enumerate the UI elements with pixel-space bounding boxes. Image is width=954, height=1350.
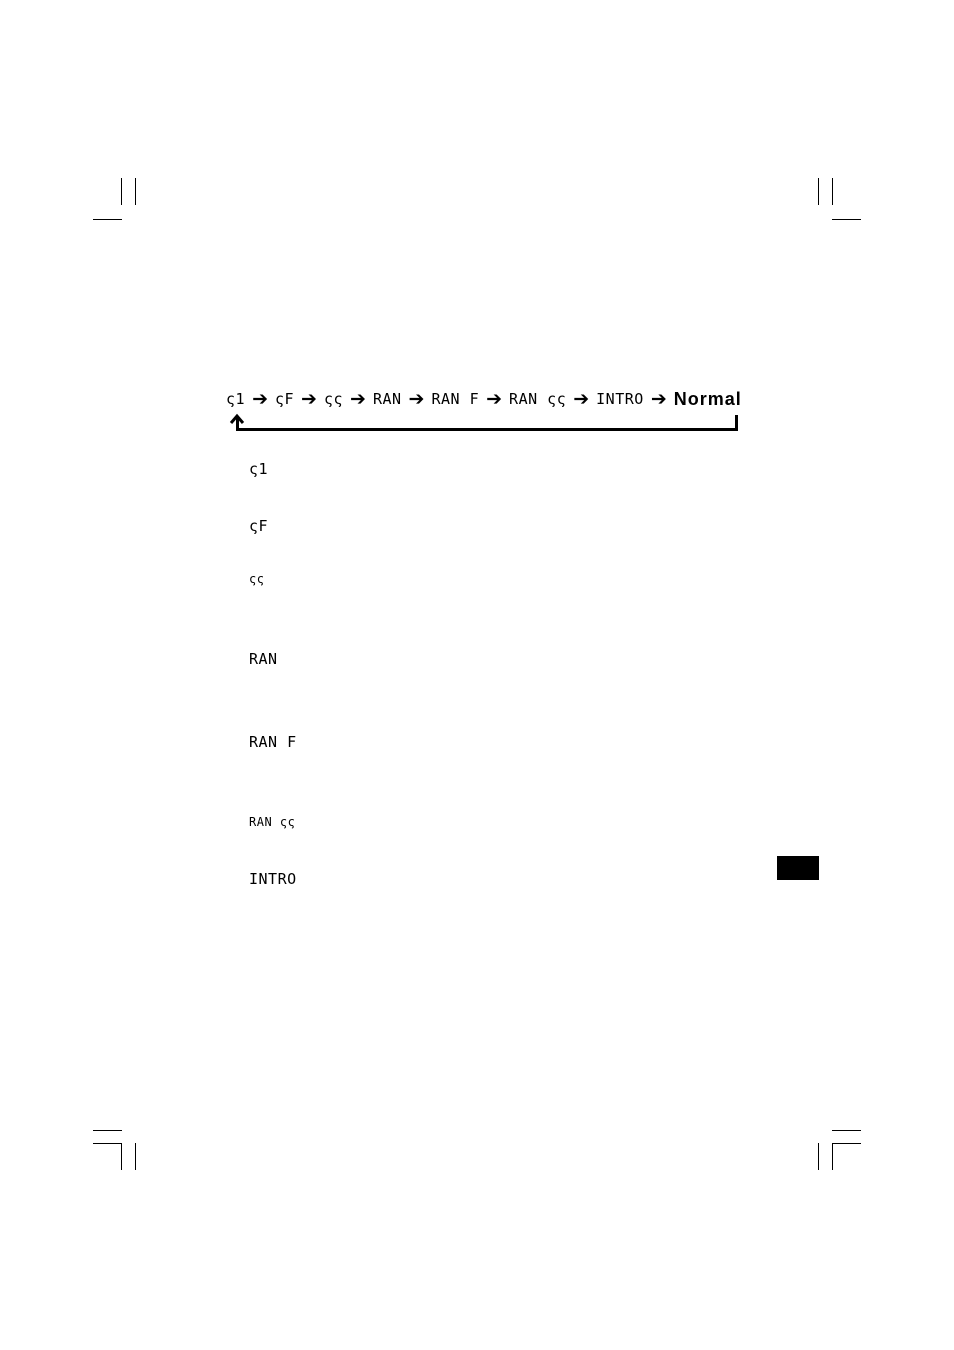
mode-item-repeat-all: ςς [249,572,265,586]
mode-item-random: RAN [249,650,278,668]
crop-mark-top-right-v1 [818,178,819,205]
flow-step-random-repeat: RAN ςς [509,390,567,408]
flow-step-repeat-one: ς1 [226,390,246,408]
arrow-right-icon: ➔ [650,387,667,410]
flow-step-repeat-folder: ςF [274,390,295,408]
flow-step-random-folder: RAN F [431,390,480,408]
crop-mark-bottom-left-h2 [93,1143,122,1144]
loop-return-horizontal [236,428,738,431]
crop-mark-top-left-v1 [121,178,122,205]
crop-mark-bottom-left-v1 [121,1143,122,1170]
loop-return-right-vertical [735,415,738,431]
mode-item-intro: INTRO [249,870,297,888]
crop-mark-bottom-right-h [832,1130,861,1131]
arrow-right-icon: ➔ [573,387,590,410]
crop-mark-top-right-v2 [832,178,833,205]
mode-item-random-repeat: RAN ςς [249,815,296,829]
arrow-right-icon: ➔ [252,387,268,410]
arrow-up-icon [229,413,247,425]
flow-step-intro: INTRO [596,390,644,408]
arrow-right-icon: ➔ [408,387,425,410]
crop-mark-top-left-h [93,219,122,220]
mode-item-random-folder: RAN F [249,733,297,751]
mode-item-repeat-folder: ςF [249,517,269,535]
flow-step-repeat-all: ςς [323,390,344,408]
section-tab-marker [777,856,819,880]
crop-mark-top-left-v2 [135,178,136,205]
crop-mark-bottom-right-v1 [818,1143,819,1170]
crop-mark-bottom-right-h2 [832,1143,861,1144]
mode-cycle-flow [226,388,742,410]
crop-mark-bottom-left-h [93,1130,122,1131]
crop-mark-bottom-right-v2 [832,1143,833,1170]
arrow-right-icon: ➔ [301,387,317,410]
crop-mark-bottom-left-v2 [135,1143,136,1170]
flow-step-random: RAN [372,390,402,408]
flow-step-normal: Normal [673,388,742,409]
crop-mark-top-right-h [832,219,861,220]
arrow-right-icon: ➔ [350,387,366,410]
mode-item-repeat-one: ς1 [249,460,269,478]
arrow-right-icon: ➔ [486,387,503,410]
